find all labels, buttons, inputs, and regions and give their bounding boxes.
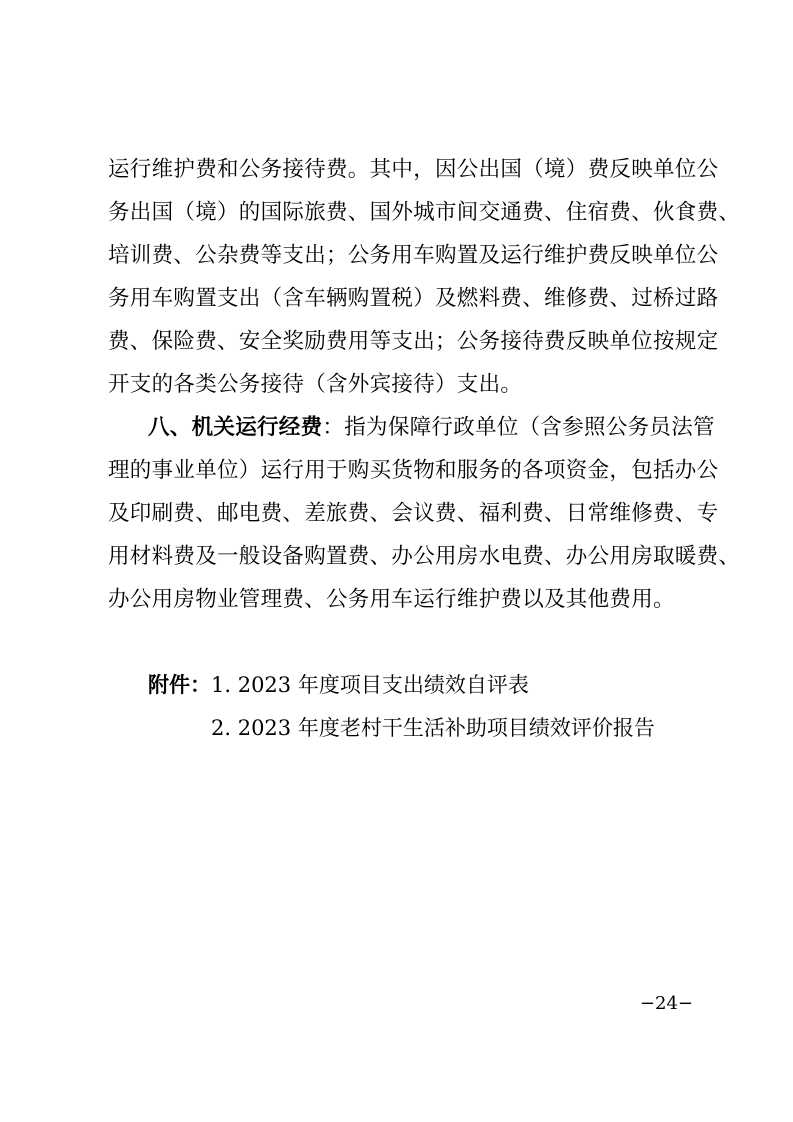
paragraph-line: 理的事业单位）运行用于购买货物和服务的各项资金，包括办公 <box>108 458 719 483</box>
paragraph-line: 务出国（境）的国际旅费、国外城市间交通费、住宿费、伙食费、 <box>108 200 741 225</box>
attachment-item-1 <box>148 672 529 698</box>
section-8-first-line <box>148 415 715 441</box>
attachment-item-2 <box>211 715 655 741</box>
paragraph-line: 务用车购置支出（含车辆购置税）及燃料费、维修费、过桥过路 <box>108 286 719 311</box>
paragraph-line: 开支的各类公务接待（含外宾接待）支出。 <box>108 372 523 397</box>
paragraph-line: 培训费、公杂费等支出；公务用车购置及运行维护费反映单位公 <box>108 243 719 268</box>
paragraph-line: 办公用房物业管理费、公务用车运行维护费以及其他费用。 <box>108 587 675 612</box>
attachment-label: 附件： <box>148 672 211 697</box>
paragraph-line: 及印刷费、邮电费、差旅费、会议费、福利费、日常维修费、专 <box>108 501 719 526</box>
section-8-colon: ： <box>322 415 345 440</box>
paragraph-line: 费、保险费、安全奖励费用等支出；公务接待费反映单位按规定 <box>108 329 719 354</box>
section-8-heading: 八、机关运行经费 <box>148 415 323 440</box>
section-8-text: 指为保障行政单位（含参照公务员法管 <box>344 415 715 440</box>
attachment-title: 1. 2023 年度项目支出绩效自评表 <box>211 673 529 697</box>
page-number: −24− <box>639 993 693 1014</box>
paragraph-line: 用材料费及一般设备购置费、办公用房水电费、办公用房取暖费、 <box>108 544 741 569</box>
paragraph-line: 运行维护费和公务接待费。其中，因公出国（境）费反映单位公 <box>108 157 719 182</box>
attachment-title: 2. 2023 年度老村干生活补助项目绩效评价报告 <box>211 716 655 740</box>
